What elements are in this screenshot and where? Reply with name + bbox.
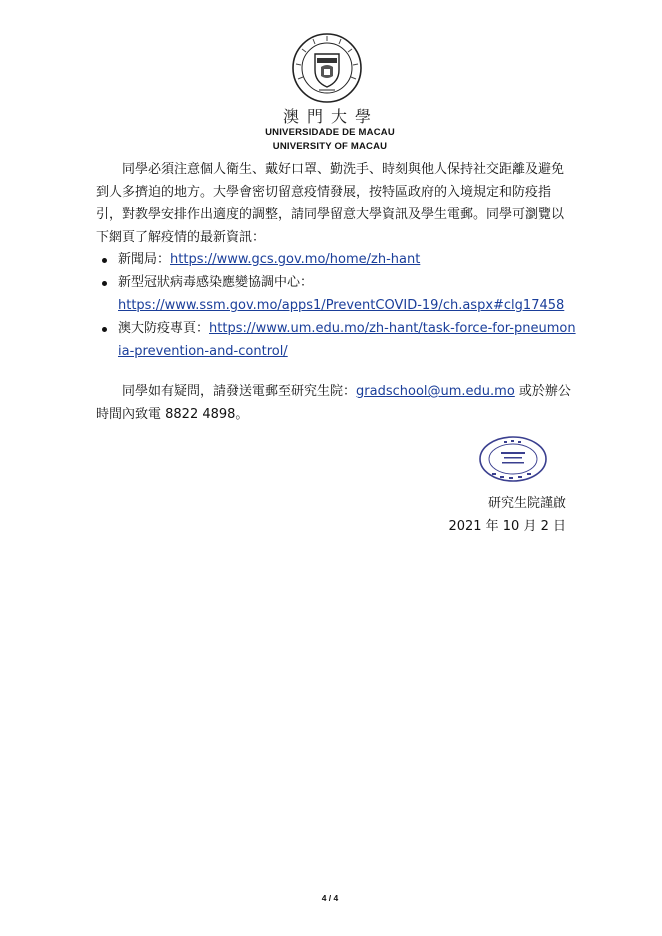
graduate-school-seal-icon [478, 435, 548, 483]
bullet-icon [102, 281, 107, 286]
signature-date: 2021 年 10 月 2 日 [448, 519, 566, 534]
ssm-link[interactable]: https://www.ssm.gov.mo/apps1/PreventCOVID-19/ch.aspx#clg17458 [118, 298, 565, 313]
list-item-label: 新型冠狀病毒感染應變協調中心： [118, 275, 314, 290]
university-chinese-name: 澳門大學 [282, 107, 379, 126]
page-number: 4 / 4 [321, 893, 339, 903]
contact-paragraph [96, 381, 576, 426]
list-item [96, 317, 576, 363]
university-crest-logo [291, 32, 363, 104]
signature-office: 研究生院謹啟 [487, 496, 566, 511]
gcs-link[interactable]: https://www.gcs.gov.mo/home/zh-hant [170, 252, 421, 267]
university-portuguese-name: UNIVERSIDADE DE MACAU [265, 127, 395, 138]
um-task-force-link[interactable]: https://www.um.edu.mo/zh-hant/task-force-for-pneumonia-prevention-and-control/ [118, 321, 576, 359]
contact-paragraph-text: 同學如有疑問，請發送電郵至研究生院： [122, 384, 357, 399]
list-item-label: 新聞局： [118, 252, 171, 267]
list-item-label: 澳大防疫專頁： [118, 321, 210, 336]
notice-paragraph-text: 同學必須注意個人衛生、戴好口罩、勤洗手、時刻與他人保持社交距離及避免到人多擠迫的地方。大學會密切留意疫情發展，按特區政府的入境規定和防疫指引，對教學安排作出適度的調整，請同學留意大學資訊及學生電郵。同學可瀏覽以下網頁了解疫情的最新資訊： [96, 162, 565, 245]
bullet-icon [102, 258, 107, 263]
bullet-icon [102, 327, 107, 332]
notice-paragraph [96, 159, 576, 249]
resource-links-list [96, 248, 576, 363]
email-link[interactable]: gradschool@um.edu.mo [356, 384, 515, 399]
list-item [96, 271, 576, 317]
list-item [96, 248, 576, 271]
contact-paragraph-phone: 或於辦公時間內致電 8822 4898。 [96, 384, 571, 422]
university-english-name: UNIVERSITY OF MACAU [272, 141, 388, 152]
